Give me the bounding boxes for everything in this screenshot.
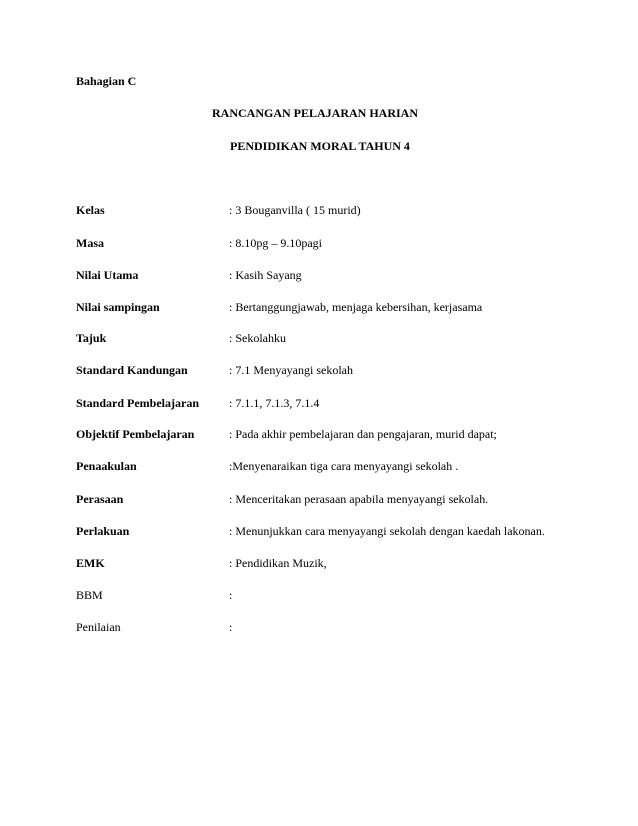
- field-row-masa: [76, 236, 616, 252]
- field-value: : 3 Bouganvilla ( 15 murid): [229, 203, 361, 217]
- field-label: Perlakuan: [76, 524, 130, 538]
- field-label: Masa: [76, 236, 104, 250]
- field-label: Standard Kandungan: [76, 363, 188, 377]
- field-value: : Pada akhir pembelajaran dan pengajaran, murid dapat;: [229, 427, 497, 441]
- field-row-standard-kandungan: [76, 363, 616, 379]
- field-label: Penaakulan: [76, 459, 137, 473]
- field-row-emk: [76, 556, 616, 572]
- field-label: Nilai sampingan: [76, 300, 160, 314]
- field-label: Kelas: [76, 203, 105, 217]
- field-row-penaakulan: [76, 459, 616, 475]
- field-value: : Kasih Sayang: [229, 268, 302, 282]
- field-label: Standard Pembelajaran: [76, 396, 199, 410]
- field-row-penilaian: [76, 620, 616, 636]
- field-row-nilai-utama: [76, 268, 616, 284]
- field-row-standard-pembelajaran: [76, 396, 616, 412]
- field-value: :: [229, 620, 233, 634]
- field-row-perlakuan: [76, 524, 616, 540]
- field-row-kelas: [76, 203, 616, 219]
- field-label: Nilai Utama: [76, 268, 139, 282]
- field-value: : 8.10pg – 9.10pagi: [229, 236, 322, 250]
- field-row-tajuk: [76, 331, 616, 347]
- field-row-objektif-pembelajaran: [76, 427, 616, 443]
- field-value: : Pendidikan Muzik,: [229, 556, 327, 570]
- field-value: : Bertanggungjawab, menjaga kebersihan, kerjasama: [229, 300, 483, 314]
- field-label: Penilaian: [76, 620, 121, 634]
- document-subtitle: PENDIDIKAN MORAL TAHUN 4: [230, 139, 410, 153]
- field-label: Perasaan: [76, 492, 124, 506]
- field-value: :: [229, 588, 233, 602]
- document-title: RANCANGAN PELAJARAN HARIAN: [212, 106, 418, 120]
- field-value: : Menunjukkan cara menyayangi sekolah dengan kaedah lakonan.: [229, 524, 545, 538]
- field-label: Tajuk: [76, 331, 107, 345]
- section-heading: Bahagian C: [76, 74, 137, 88]
- field-label: BBM: [76, 588, 103, 602]
- field-value: : Menceritakan perasaan apabila menyayangi sekolah.: [229, 492, 489, 506]
- field-row-nilai-sampingan: [76, 300, 616, 316]
- field-value: : 7.1 Menyayangi sekolah: [229, 363, 353, 377]
- field-label: EMK: [76, 556, 105, 570]
- field-value: :Menyenaraikan tiga cara menyayangi sekolah .: [229, 459, 459, 473]
- field-row-perasaan: [76, 492, 616, 508]
- field-value: : 7.1.1, 7.1.3, 7.1.4: [229, 396, 320, 410]
- field-label: Objektif Pembelajaran: [76, 427, 195, 441]
- field-value: : Sekolahku: [229, 331, 286, 345]
- field-row-bbm: [76, 588, 616, 604]
